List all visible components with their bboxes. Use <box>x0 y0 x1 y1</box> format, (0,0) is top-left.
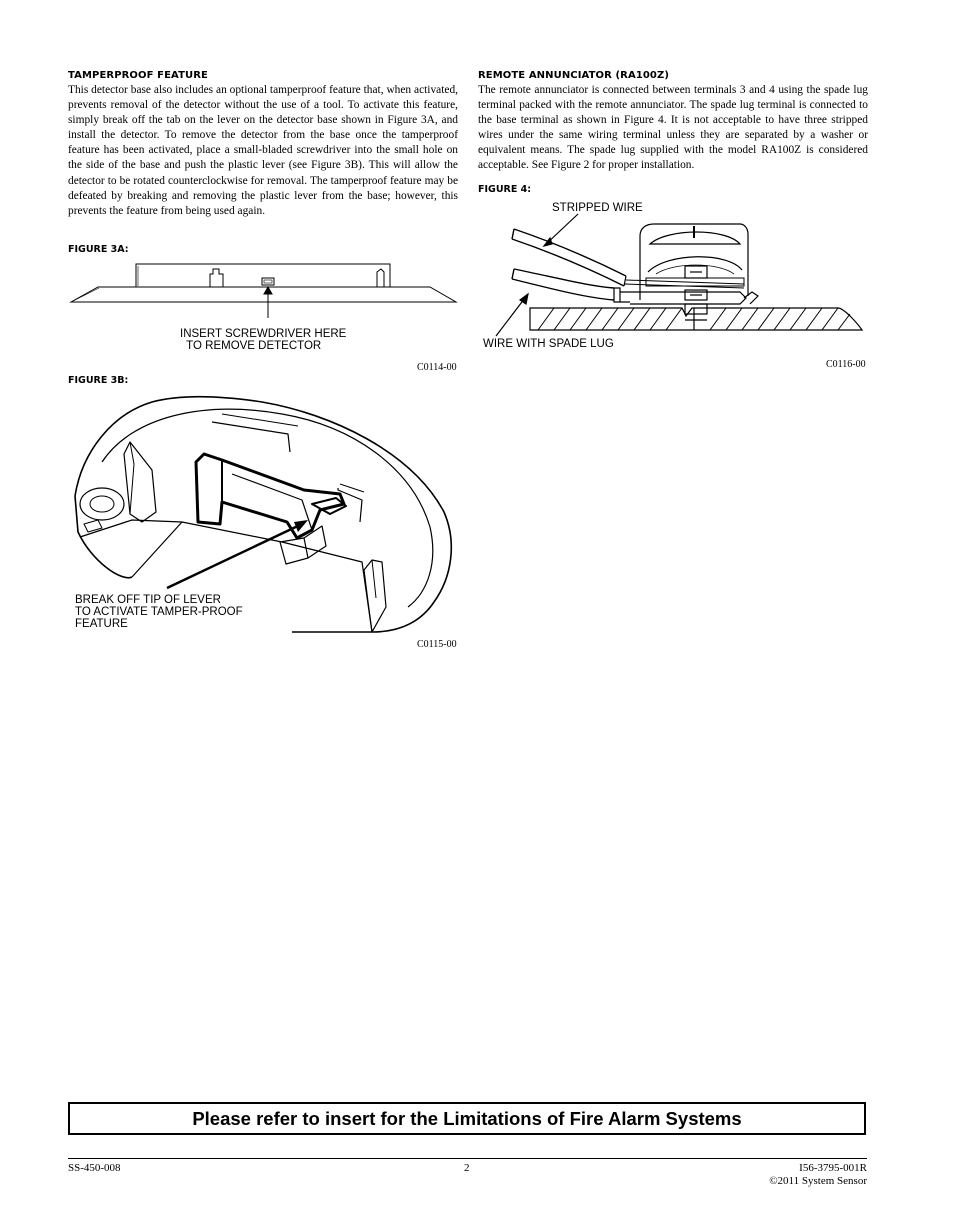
annunciator-heading: REMOTE ANNUNCIATOR (RA100Z) <box>478 70 670 81</box>
footer-part-number: I56-3795-001R <box>799 1162 867 1174</box>
footer-right <box>740 1162 867 1188</box>
tamperproof-section <box>68 70 458 219</box>
figure-4-callout-top: STRIPPED WIRE <box>552 202 643 214</box>
figure-3a-callout: INSERT SCREWDRIVER HERE TO REMOVE DETECTOR <box>180 328 347 352</box>
figure-3b-callout: BREAK OFF TIP OF LEVER TO ACTIVATE TAMPER-PROOF FEATURE <box>75 594 243 630</box>
annunciator-section <box>478 70 868 174</box>
figure-4-code: C0116-00 <box>826 359 866 370</box>
tamperproof-body: This detector base also includes an optional tamperproof feature that, when activated, prevents removal of the detector without the use of a tool. To activate this feature, simply break off the tab on the lever on the detector base shown in Figure 3A, and install the detector. To remove the detector from the base once the tamperproof feature has been activated, place a small-bladed screwdriver into the small hole on the side of the base and push the plastic lever (see Figure 3B). This will allow the detector to be rotated counterclockwise for removal. The tamperproof feature may be defeated by breaking and removing the plastic lever from the base; however, this prevents the feature from being used again. <box>68 84 458 217</box>
figure-4-callout-bottom: WIRE WITH SPADE LUG <box>483 338 614 350</box>
limitations-banner <box>68 1102 866 1135</box>
tamperproof-heading: TAMPERPROOF FEATURE <box>68 70 208 81</box>
figure-3a-code: C0114-00 <box>417 362 457 373</box>
footer-doc-number: SS-450-008 <box>68 1162 121 1174</box>
figure-3a-label: FIGURE 3A: <box>68 244 129 255</box>
figure-4-label: FIGURE 4: <box>478 184 532 195</box>
footer-rule <box>68 1158 867 1159</box>
annunciator-body: The remote annunciator is connected between terminals 3 and 4 using the spade lug terminal packed with the remote annunciator. The spade lug terminal is connected to the base terminal as shown in Figure 4. It is not acceptable to have three stripped wires under the same wiring terminal unless they are separated by a washer or equivalent means. The spade lug supplied with the model RA100Z is considered acceptable. See Figure 2 for proper installation. <box>478 84 868 172</box>
footer-copyright: ©2011 System Sensor <box>769 1175 867 1187</box>
figure-3b-label: FIGURE 3B: <box>68 375 129 386</box>
footer-page-number: 2 <box>464 1162 470 1174</box>
limitations-banner-text: Please refer to insert for the Limitations of Fire Alarm Systems <box>192 1107 742 1129</box>
figure-3b-code: C0115-00 <box>417 639 457 650</box>
figure-4-drawing <box>478 212 868 342</box>
figure-3a-drawing <box>68 258 460 318</box>
